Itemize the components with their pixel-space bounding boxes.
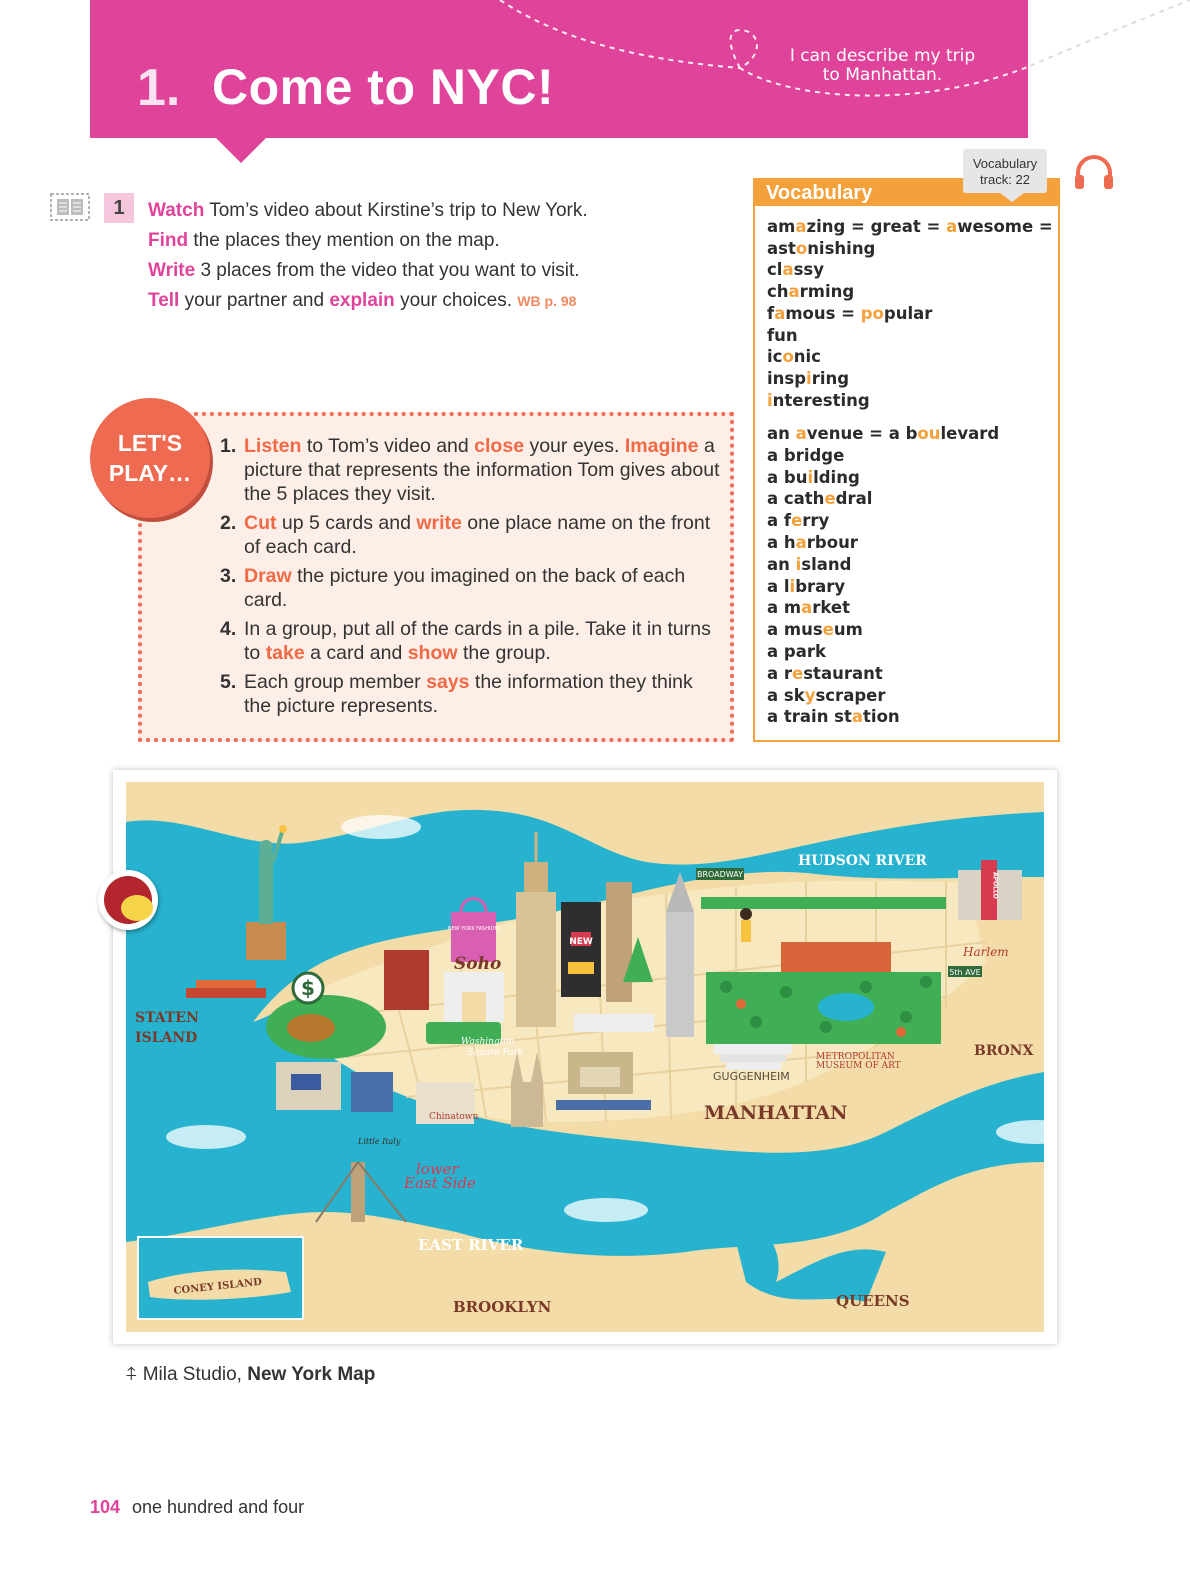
step-text: a picture that represents the information Tom gives about the 5 places they visit.: [244, 435, 720, 505]
step-verb: Imagine: [624, 435, 699, 457]
vocab-text: tion: [863, 707, 900, 727]
unit-number: 1.: [137, 59, 181, 117]
instruction-verb: Watch: [148, 200, 205, 221]
island-label: ISLAND: [135, 1030, 198, 1046]
harlem-label: Harlem: [963, 945, 1009, 959]
vocab-text: nic: [793, 347, 821, 367]
headphones-icon[interactable]: [1073, 153, 1115, 193]
vocab-text: zing = great =: [806, 217, 947, 236]
bronx-label: BRONX: [974, 1043, 1034, 1059]
step-text: your eyes.: [524, 435, 625, 457]
staten-island-ferry: [186, 980, 266, 998]
track-label-pointer: [1000, 193, 1024, 202]
met-label-1: METROPOLITAN: [816, 1052, 895, 1062]
broadway-label: BROADWAY: [696, 870, 744, 879]
vocab-text: a cath: [767, 489, 825, 509]
stress-highlight: po: [860, 303, 884, 323]
instruction-text: Tom’s video about Kirstine’s trip to New York.: [204, 200, 588, 221]
instruction-line: [148, 226, 588, 256]
activity-instructions: [148, 196, 588, 316]
instruction-line: [148, 256, 588, 286]
step-text: one place name on the front of each card.: [244, 512, 711, 558]
vocab-text: ring: [811, 368, 850, 388]
chinatown-label: Chinatown: [429, 1112, 479, 1122]
vocab-text: nishing: [807, 238, 876, 258]
play-step: [220, 564, 725, 612]
stress-highlight: a: [774, 303, 786, 323]
park-lake: [818, 993, 874, 1021]
library-building: [574, 1014, 654, 1032]
instruction-text: your partner and: [179, 290, 330, 311]
step-text: a card and: [304, 642, 408, 664]
step-number: 2.: [220, 512, 237, 534]
stress-highlight: a: [946, 217, 958, 236]
stress-highlight: o: [782, 347, 794, 367]
vocab-text: a bu: [767, 467, 808, 487]
vocab-text: lding: [813, 467, 860, 487]
vocab-item: [767, 259, 1053, 281]
vocab-item: [767, 532, 999, 554]
sticker-highlight: [121, 895, 153, 921]
coney-island-label: CONEY ISLAND: [173, 1276, 263, 1297]
staten-label: STATEN: [135, 1010, 199, 1026]
track-prefix: track:: [980, 172, 1012, 187]
stress-highlight: a: [795, 532, 807, 552]
page-number-words: one hundred and four: [132, 1497, 305, 1517]
washington-square-arch: [444, 972, 504, 1022]
instruction-verb: Find: [148, 230, 189, 251]
vocab-text: a park: [767, 641, 826, 661]
east-river-label: EAST RIVER: [418, 1236, 524, 1254]
instruction-verb: Write: [148, 260, 196, 281]
vocab-item: [767, 554, 999, 576]
times-square-sign: NEW: [569, 937, 593, 947]
vocab-item: [767, 467, 999, 489]
vocab-text: a bridge: [767, 445, 845, 465]
wall-street-building: [276, 1062, 341, 1110]
vocab-text: nteresting: [772, 390, 870, 410]
vocab-text: an: [767, 424, 796, 443]
brick-building: [384, 950, 429, 1010]
activity-number: 1: [104, 193, 134, 223]
grand-central-terminal: [568, 1052, 633, 1094]
stress-highlight: e: [824, 489, 836, 509]
step-verb: close: [474, 435, 525, 457]
vocab-text: ssy: [793, 260, 824, 280]
banner-pointer: [215, 137, 267, 163]
step-number: 3.: [220, 565, 237, 587]
vocab-item: [767, 346, 1053, 368]
badge-line: LET'S: [117, 430, 183, 456]
vocab-item: [767, 619, 999, 641]
soho-label: Soho: [454, 954, 502, 974]
vocab-text: f: [767, 303, 775, 323]
stress-highlight: a: [782, 260, 794, 280]
vocab-text: ast: [767, 238, 796, 258]
stress-highlight: i: [789, 576, 796, 596]
page-title: Come to NYC!: [212, 59, 555, 115]
video-icon[interactable]: [50, 193, 90, 221]
caption-artist: Mila Studio,: [142, 1364, 248, 1385]
step-verb: show: [407, 642, 458, 664]
apollo-label: APOLLO: [991, 872, 999, 899]
vocab-text: rbour: [806, 532, 858, 552]
vocab-text: levard: [940, 424, 1000, 443]
times-square: [561, 902, 601, 997]
caption-title: New York Map: [247, 1364, 376, 1385]
dollar-sign: $: [301, 976, 315, 1000]
step-text: Each group member: [244, 671, 427, 693]
fashion-label: NEW YORK FASHION: [447, 926, 499, 932]
instruction-verb: explain: [329, 290, 395, 311]
washington-label: Washington: [461, 1037, 515, 1047]
audio-track-label[interactable]: [963, 149, 1047, 193]
runner: [740, 908, 752, 942]
vocab-text: pular: [883, 303, 933, 323]
instruction-line: [148, 196, 588, 226]
stress-highlight: e: [792, 663, 804, 683]
learning-goal: [770, 47, 995, 85]
vocab-item: [767, 706, 999, 728]
vocab-text: a r: [767, 663, 793, 683]
step-text: the group.: [457, 642, 551, 664]
step-text: to Tom’s video and: [301, 435, 475, 457]
vocab-item: [767, 325, 1053, 347]
instruction-text: the places they mention on the map.: [188, 230, 500, 251]
step-verb: write: [416, 512, 462, 534]
vocab-item: [767, 238, 1053, 260]
vocab-text: scraper: [815, 685, 886, 705]
train: [556, 1100, 651, 1110]
stress-highlight: ou: [917, 424, 941, 443]
stress-highlight: i: [767, 390, 773, 410]
stress-highlight: o: [795, 238, 808, 258]
stress-highlight: i: [795, 554, 802, 574]
workbook-reference[interactable]: WB p. 98: [517, 293, 577, 309]
vocab-text: sland: [801, 554, 852, 574]
instruction-text: 3 places from the video that you want to visit.: [195, 260, 580, 281]
vocab-item: [767, 641, 999, 663]
vocabulary-nouns: [767, 423, 999, 728]
east-side-label: East Side: [404, 1174, 476, 1192]
step-number: 1.: [220, 435, 237, 457]
vocab-item: [767, 216, 1053, 238]
charging-bull: [287, 1014, 335, 1042]
vocab-item: [767, 510, 999, 532]
vocab-item: [767, 576, 999, 598]
stress-highlight: a: [795, 217, 807, 236]
step-text: In a group, put all of the cards in a pile. Take it in turns to: [244, 618, 711, 664]
play-steps: [220, 434, 725, 723]
step-verb: take: [265, 642, 305, 664]
step-verb: Listen: [244, 435, 302, 457]
step-number: 5.: [220, 671, 237, 693]
vocab-item: [767, 423, 999, 445]
vocab-item: [767, 281, 1053, 303]
page-number: 104: [90, 1497, 121, 1517]
vocab-text: am: [767, 217, 796, 236]
instruction-verb: Tell: [148, 290, 180, 311]
little-italy-building: [351, 1072, 393, 1112]
vocab-text: fun: [767, 325, 798, 345]
guggenheim-label: GUGGENHEIM: [713, 1070, 790, 1083]
vocab-item: [767, 368, 1053, 390]
stress-highlight: a: [795, 424, 807, 443]
play-step: [220, 511, 725, 559]
step-verb: Draw: [244, 565, 292, 587]
play-step: [220, 670, 725, 718]
little-italy-label: Little Italy: [358, 1137, 401, 1146]
badge-line: PLAY…: [108, 460, 192, 486]
track-line: [963, 172, 1047, 188]
vocab-text: a mus: [767, 620, 823, 640]
goal-line: to Manhattan.: [822, 65, 943, 85]
vocab-text: mous =: [785, 303, 861, 323]
step-verb: says: [426, 671, 470, 693]
manhattan-label: MANHATTAN: [704, 1102, 848, 1124]
step-text: up 5 cards and: [276, 512, 417, 534]
vocab-text: a h: [767, 532, 796, 552]
hudson-river-label: HUDSON RIVER: [798, 853, 927, 869]
track-number: 22: [1015, 172, 1030, 187]
fifth-ave-label: 5th AVE: [949, 968, 981, 977]
step-verb: Cut: [244, 512, 277, 534]
vocab-text: a l: [767, 576, 790, 596]
vocab-item: [767, 445, 999, 467]
vocab-text: insp: [767, 368, 807, 388]
instruction-text: your choices.: [394, 290, 518, 311]
step-text: the picture you imagined on the back of each card.: [244, 565, 686, 611]
vocab-text: um: [833, 620, 863, 640]
queens-label: QUEENS: [836, 1292, 910, 1310]
play-step: [220, 617, 725, 665]
stress-highlight: a: [801, 598, 813, 618]
vocab-text: a m: [767, 598, 802, 618]
vocabulary-heading: Vocabulary: [753, 178, 1060, 206]
stress-highlight: i: [806, 368, 812, 388]
vocab-text: venue = a b: [806, 424, 918, 443]
stress-highlight: i: [807, 467, 814, 487]
lower-label: lower: [416, 1160, 459, 1178]
square-park-label: Square Park: [467, 1048, 524, 1058]
step-text: the information they think the picture represents.: [244, 671, 693, 717]
vocab-item: [767, 390, 1053, 412]
stress-highlight: y: [804, 685, 816, 705]
met-label-2: MUSEUM OF ART: [816, 1061, 901, 1071]
vocab-text: a train st: [767, 707, 852, 727]
vocab-text: ic: [767, 347, 783, 367]
vocab-text: ch: [767, 282, 789, 302]
vocab-text: wesome =: [957, 217, 1053, 236]
instruction-line: [148, 286, 588, 316]
vocab-item: [767, 303, 1053, 325]
caption-icon: ⍏: [126, 1364, 138, 1385]
vocab-text: staurant: [803, 663, 883, 683]
vocab-text: dral: [835, 489, 873, 509]
stress-highlight: a: [788, 282, 800, 302]
metropolitan-museum: [781, 942, 891, 972]
nyc-map: [126, 782, 1044, 1332]
map-caption: [126, 1364, 375, 1386]
vocab-item: [767, 597, 999, 619]
harlem-park-strip: [701, 897, 946, 909]
step-number: 4.: [220, 618, 237, 640]
goal-line: I can describe my trip: [789, 46, 976, 66]
lets-play-badge: [90, 398, 210, 518]
vocab-text: brary: [795, 576, 846, 596]
vocab-item: [767, 685, 999, 707]
skyscraper: [606, 882, 632, 1002]
stress-highlight: a: [851, 707, 864, 727]
vocabulary-adjectives: [767, 216, 1053, 411]
stress-highlight: e: [822, 620, 834, 640]
vocab-text: rket: [812, 598, 850, 618]
vocab-item: [767, 488, 999, 510]
vocab-item: [767, 663, 999, 685]
brooklyn-label: BROOKLYN: [453, 1298, 552, 1316]
vocab-text: rming: [799, 282, 855, 302]
vocab-text: rry: [802, 511, 830, 531]
play-step: [220, 434, 725, 506]
stress-highlight: e: [791, 511, 803, 531]
track-label: Vocabulary: [972, 156, 1038, 171]
vocab-text: a sk: [767, 685, 805, 705]
vocab-text: an: [767, 554, 796, 574]
vocab-text: cl: [767, 260, 783, 280]
vocab-text: a f: [767, 511, 792, 531]
